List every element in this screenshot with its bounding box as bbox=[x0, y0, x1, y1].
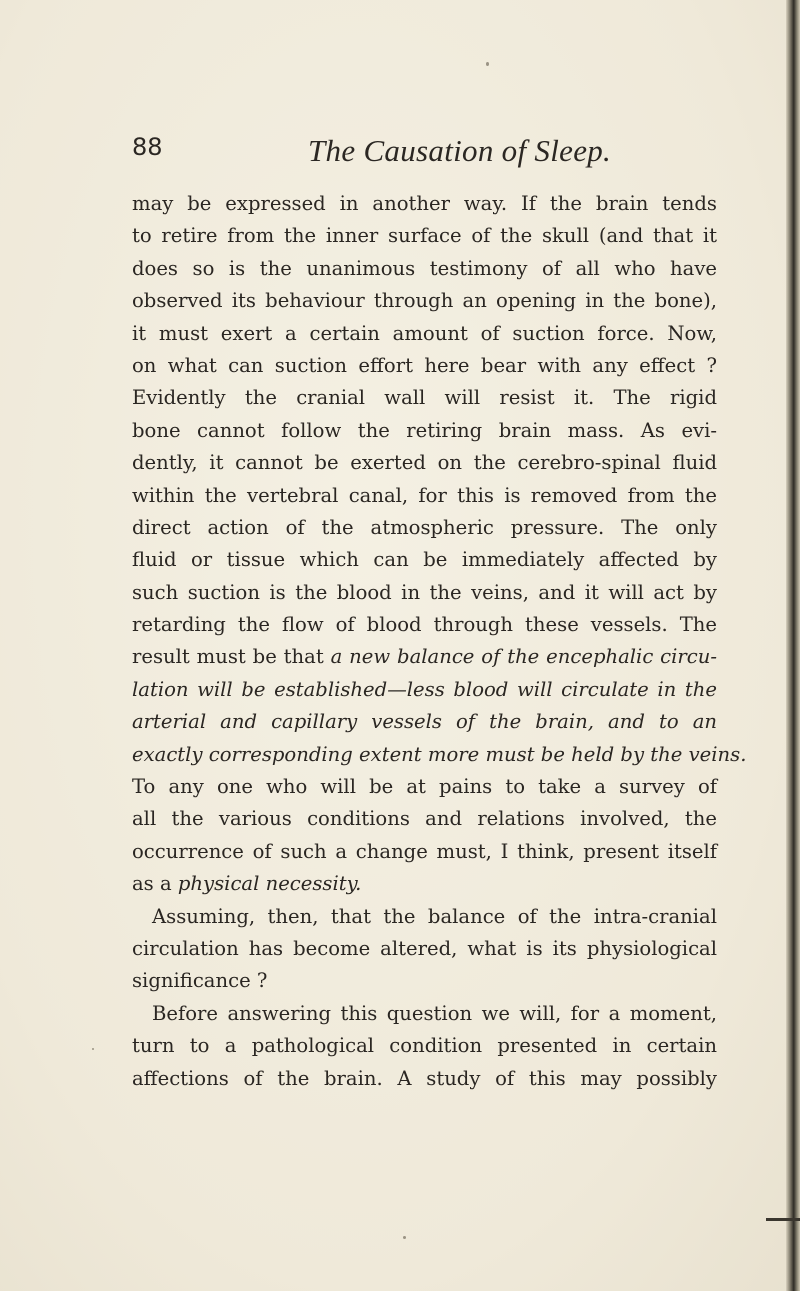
text-line bbox=[132, 868, 717, 900]
book-edge-shadow bbox=[786, 0, 800, 1291]
text-run: as a bbox=[132, 872, 178, 896]
running-title: The Causation of Sleep. bbox=[308, 133, 612, 168]
italic-run: physical necessity. bbox=[177, 872, 362, 896]
paragraph-start: Before answering this question we will, for a moment, bbox=[152, 1001, 717, 1025]
italic-line: exactly corresponding extent more must be held by the veins. bbox=[132, 742, 747, 766]
text-line: significance ? bbox=[132, 969, 268, 993]
text-line: all the various conditions and relations involved, the bbox=[132, 807, 717, 831]
text-line: To any one who will be at pains to take a survey of bbox=[132, 775, 717, 799]
text-line: circulation has become altered, what is its physiological bbox=[132, 936, 717, 960]
text-line: retarding the flow of blood through these vessels. The bbox=[132, 613, 717, 637]
text-line: bone cannot follow the retiring brain mass. As evi- bbox=[132, 418, 717, 442]
page-header bbox=[132, 132, 692, 182]
text-line: fluid or tissue which can be immediately affected by bbox=[132, 548, 717, 572]
paragraph-start: Assuming, then, that the balance of the intra-cranial bbox=[152, 904, 717, 928]
text-line: direct action of the atmospheric pressure. The only bbox=[132, 515, 717, 539]
italic-line: lation will be established—less blood will circulate in the bbox=[132, 677, 717, 701]
text-line: may be expressed in another way. If the brain tends bbox=[132, 192, 717, 215]
text-run: result must be that bbox=[132, 645, 331, 669]
text-line: affections of the brain. A study of this may possibly bbox=[132, 1066, 717, 1090]
paper-speck bbox=[403, 1236, 406, 1239]
text-line: on what can suction effort here bear with any effect ? bbox=[132, 353, 717, 377]
text-line: occurrence of such a change must, I think, present itself bbox=[132, 839, 717, 863]
text-line: to retire from the inner surface of the skull (and that it bbox=[132, 224, 717, 248]
page-number: 88 bbox=[132, 133, 163, 161]
text-line: such suction is the blood in the veins, and it will act by bbox=[132, 580, 717, 604]
body-text bbox=[132, 188, 747, 1095]
paper-speck bbox=[92, 1048, 94, 1050]
text-line: it must exert a certain amount of suction force. Now, bbox=[132, 321, 717, 345]
edge-mark bbox=[766, 1218, 800, 1221]
italic-line: arterial and capillary vessels of the brain, and to an bbox=[132, 710, 717, 734]
text-line: does so is the unanimous testimony of all who have bbox=[132, 256, 717, 280]
text-line: dently, it cannot be exerted on the cerebro-spinal fluid bbox=[132, 451, 717, 475]
paper-speck bbox=[486, 62, 489, 66]
text-line bbox=[132, 641, 717, 673]
text-line: observed its behaviour through an opening in the bone), bbox=[132, 289, 717, 313]
italic-run: a new balance of the encephalic circu- bbox=[330, 645, 717, 669]
text-line: within the vertebral canal, for this is removed from the bbox=[132, 483, 717, 507]
text-line: turn to a pathological condition presented in certain bbox=[132, 1034, 717, 1058]
text-line: Evidently the cranial wall will resist it. The rigid bbox=[132, 386, 717, 410]
